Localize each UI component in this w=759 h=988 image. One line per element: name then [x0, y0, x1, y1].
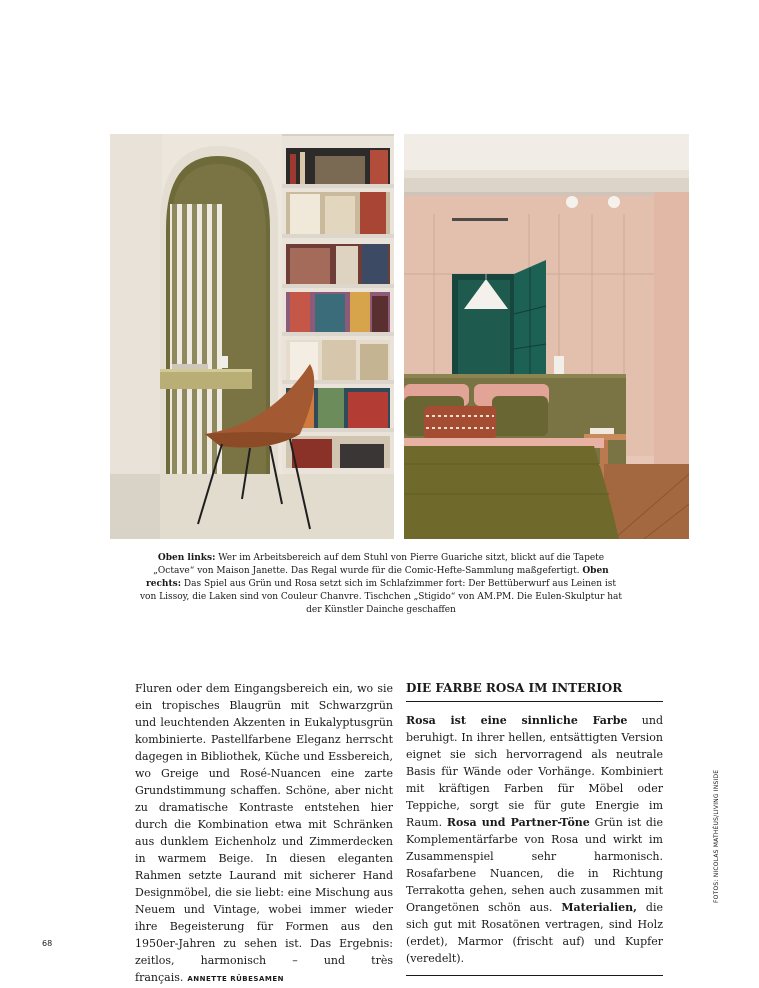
photo-caption: [138, 552, 624, 617]
info-box-lead-1: Rosa ist eine sinnliche Farbe: [406, 714, 628, 727]
info-box-bottom-rule: [406, 975, 663, 976]
info-box-text-1: und beruhigt. In ihrer hellen, entsättigten Version eignet sie sich hervorragend als neutrale Basis für Wände oder Vorhänge. Kombiniert mit kräftigen Farben für Möbel oder Teppiche, sorgt sie für gute Energie im Raum.: [406, 714, 663, 829]
caption-text-right: Das Spiel aus Grün und Rosa setzt sich im Schlafzimmer fort: Der Bettüberwurf aus Leinen ist von Lissoy, die Laken sind von Couleur Chanvre. Tischchen „Stigido“ von AM.PM. Die Eulen-Skulptur hat der Künstler Dainche geschaffen: [139, 579, 623, 615]
info-box-text: [406, 712, 663, 967]
info-box-lead-3: Materialien,: [561, 901, 637, 914]
photo-credit: FOTOS: NICOLAS MATHÉUS/LIVING INSIDE: [713, 769, 720, 903]
caption-label-right: Oben rechts:: [145, 566, 609, 589]
page-number: 68: [42, 939, 53, 948]
bedroom-illustration: [404, 134, 689, 539]
article-text: Fluren oder dem Eingangsbereich ein, wo sie ein tropisches Blaugrün mit Schwarzgrün und leuchtenden Akzenten in Eukalyptusgrün kombinierte. Pastellfarbene Eleganz herrscht dagegen in Bibliothek, Küche und Essbereich, wo Greige und Rosé-Nuancen eine zarte Grundstimmung schaffen. Schöne, aber nicht zu dramatische Kontraste entstehen hier durch die Kombination etwa mit Schränken aus dunklem Eichenholz und Zimmerdecken in warmem Beige. In diesen eleganten Rahmen setzte Laurand mit sicherer Hand Designmöbel, die sie liebt: eine Mischung aus Neuem und Vintage, wobei immer wieder ihre Begeisterung für Formen aus den 1950er-Jahren zu sehen ist. Das Ergebnis: zeitlos, harmonisch – und très français.: [135, 682, 393, 984]
author-signature: ANNETTE RÜBESAMEN: [187, 975, 284, 983]
photo-bedroom: [404, 134, 689, 539]
green-niche: [452, 260, 546, 384]
article-column: [135, 680, 393, 988]
info-box-text-3: die sich gut mit Rosatönen vertragen, sind Holz (erdet), Marmor (frischt auf) und Kupfer (veredelt).: [406, 901, 663, 965]
info-box-text-2: Grün ist die Komplementärfarbe von Rosa und wirkt im Zusammenspiel sehr harmonisch. Rosafarbene Nuancen, die in Richtung Terrakotta gehen, sehen auch zusammen mit Orangetönen schön aus.: [406, 816, 663, 914]
info-box-lead-2: Rosa und Partner-Töne: [446, 816, 590, 829]
caption-text-left: Wer im Arbeitsbereich auf dem Stuhl von Pierre Guariche sitzt, blickt auf die Tapete „Octave“ von Maison Janette. Das Regal wurde für die Comic-Hefte-Sammlung maßgefertigt.: [153, 553, 605, 576]
caption-label-left: Oben links:: [157, 553, 216, 563]
study-nook-illustration: [110, 134, 394, 539]
info-box: [406, 680, 663, 976]
photo-study-nook: [110, 134, 394, 539]
info-box-title: DIE FARBE ROSA IM INTERIOR: [406, 680, 663, 702]
